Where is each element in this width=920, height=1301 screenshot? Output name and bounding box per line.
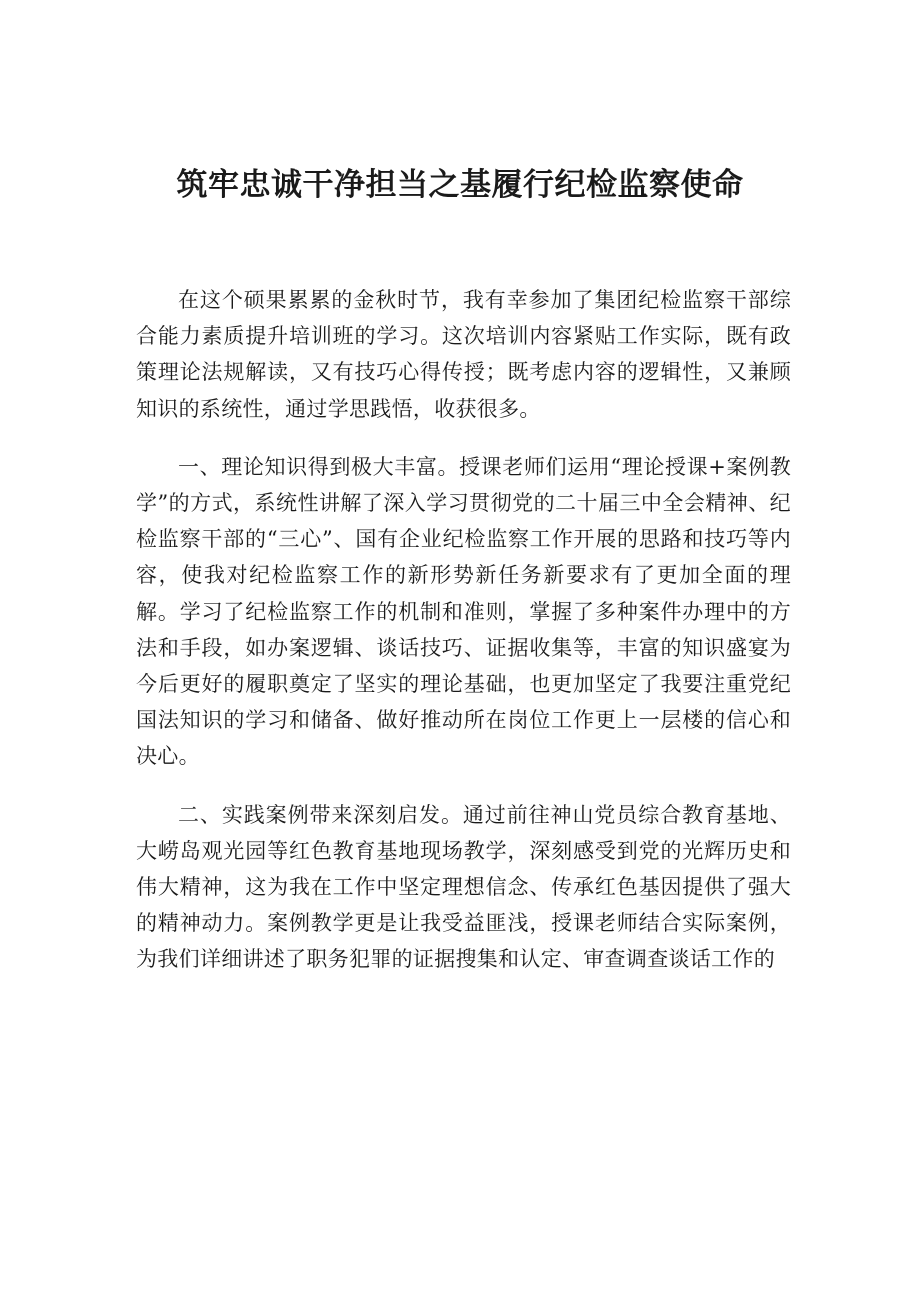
document-title: 筑牢忠诚干净担当之基履行纪检监察使命 (176, 166, 744, 203)
paragraph-intro: 在这个硕果累累的金秋时节，我有幸参加了集团纪检监察干部综合能力素质提升培训班的学习。这次培训内容紧贴工作实际，既有政策理论法规解读，又有技巧心得传授；既考虑内容的逻辑性，又兼顾知识的系统性，通过学思践悟，收获很多。 (136, 288, 791, 421)
paragraph-practice: 二、实践案例带来深刻启发。通过前往神山党员综合教育基地、大崂岛观光园等红色教育基地现场教学，深刻感受到党的光辉历史和伟大精神，这为我在工作中坚定理想信念、传承红色基因提供了强大的精神动力。案例教学更是让我受益匪浅，授课老师结合实际案例，为我们详细讲述了职务犯罪的证据搜集和认定、审查调查谈话工作的 (136, 802, 791, 972)
paragraph-theory: 一、理论知识得到极大丰富。授课老师们运用“理论授课+案例教学”的方式，系统性讲解了深入学习贯彻党的二十届三中全会精神、纪检监察干部的“三心”、国有企业纪检监察工作开展的思路和技巧等内容，使我对纪检监察工作的新形势新任务新要求有了更加全面的理解。学习了纪检监察工作的机制和准则，掌握了多种案件办理中的方法和手段，如办案逻辑、谈话技巧、证据收集等，丰富的知识盛宴为今后更好的履职奠定了坚实的理论基础，也更加坚定了我要注重党纪国法知识的学习和储备、做好推动所在岗位工作更上一层楼的信心和决心。 (136, 454, 791, 769)
document-body (136, 282, 791, 1000)
